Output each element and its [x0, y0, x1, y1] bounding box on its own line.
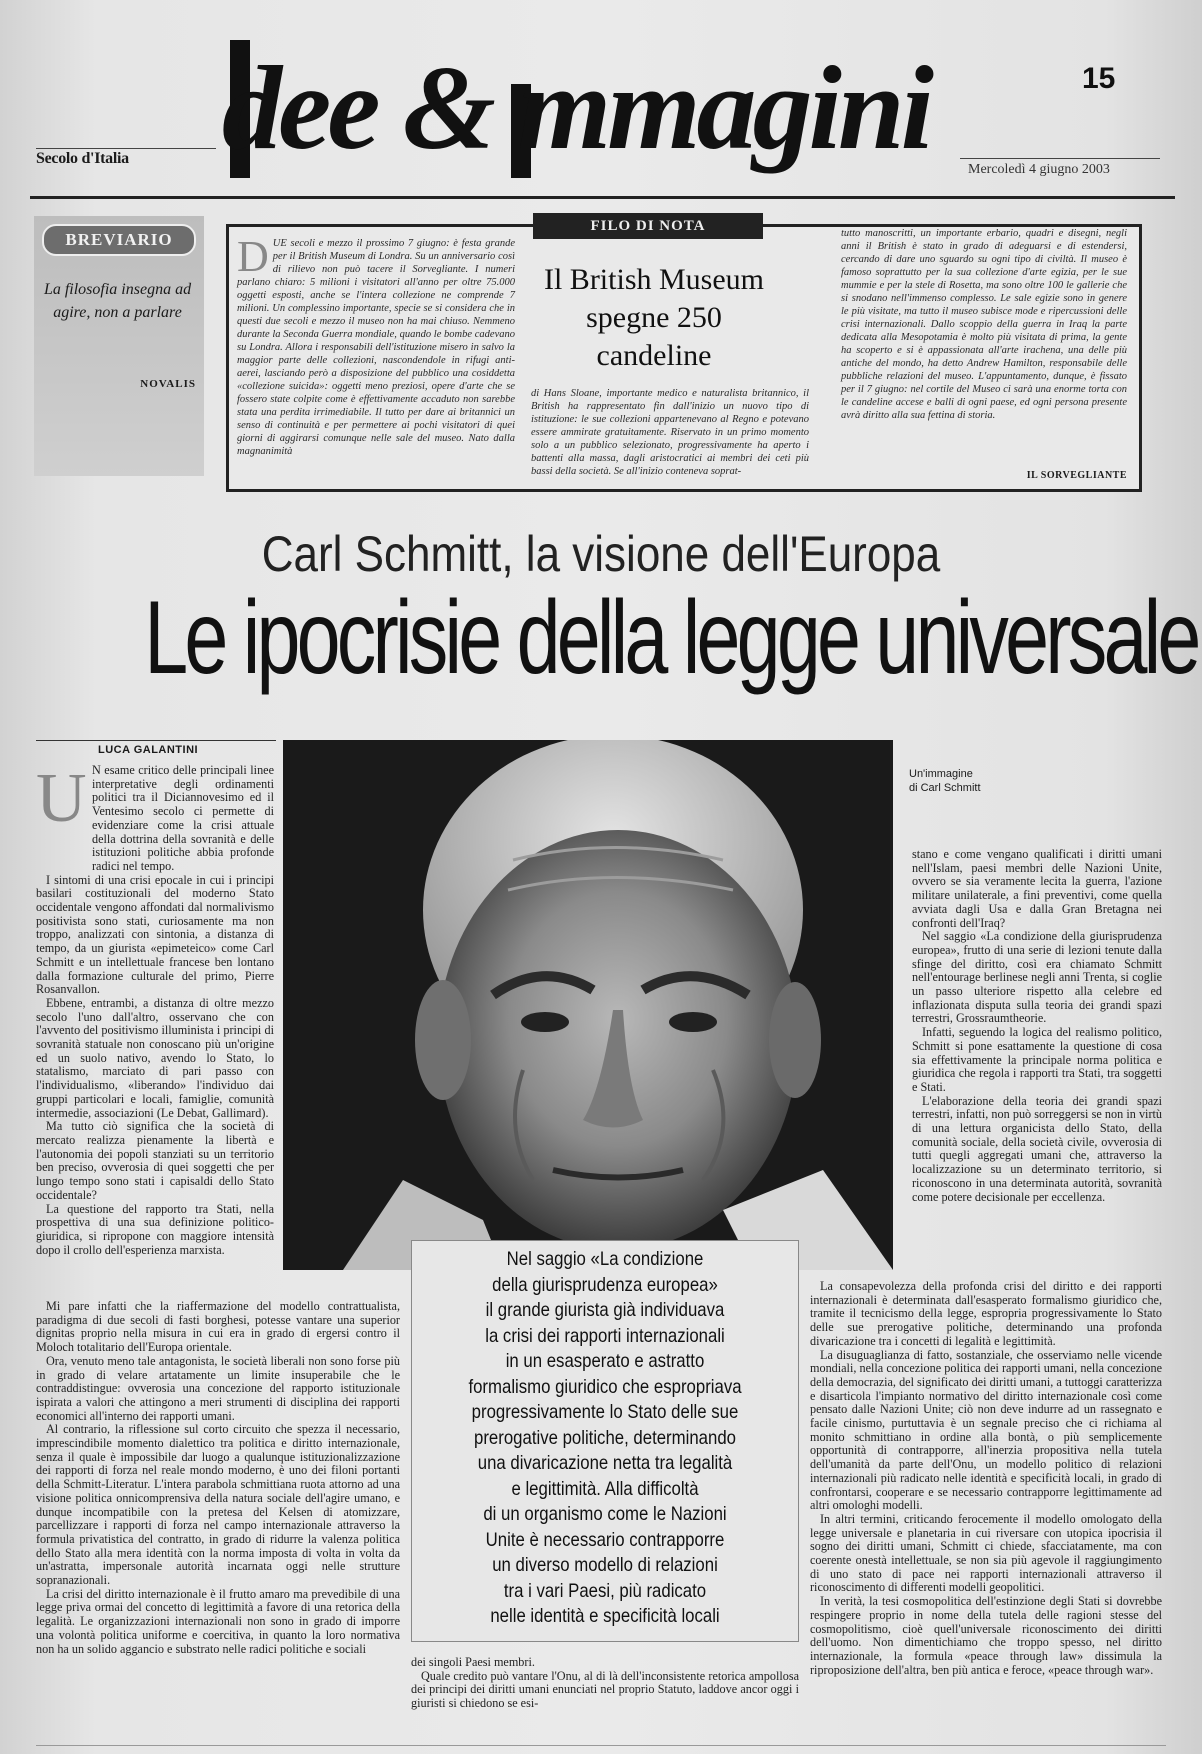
filo-di-nota-box: [226, 218, 1142, 492]
breviario-label: BREVIARIO: [42, 224, 196, 256]
pull-quote-line: prerogative politiche, determinando: [474, 1426, 736, 1449]
nota-column-3: tutto manoscritti, un importante erbario, quadri e disegni, negli anni il British è stato in grado di adeguarsi e di estendersi, cercando di dare uno sguardo su ogni tipo di civiltà. Il museo è famoso soprattutto per la sua collezione d'arte egizia, per le sue mummie e per la stele di Rosetta, ma sono oltre 100 le gallerie che si snodano nell'immenso complesso. Le sale egizie sono in genere le più visitate, ma tutto il museo subisce mode e ripercussioni delle crisi internazionali. Dallo scoppio della guerra in Iraq la parte dedicata alla Mesopotamia è molto più visitata di prima, la gente ha scoperto e si è appassionata all'arte irachena, una delle più antiche del mondo, ha detto Andrew Hamilton, responsabile delle pubbliche relazioni del museo. L'appuntamento, dunque, è fissato per il 7 giugno: nel cortile del Museo ci sarà una enorme torta con le candeline accese e balli di ogni paese, ed ogni persona presente avrà diritto alla sua fettina di storia.: [841, 228, 1127, 421]
nota-signature: IL SORVEGLIANTE: [1026, 470, 1127, 481]
article-author: LUCA GALANTINI: [98, 744, 199, 756]
article-column-1: N esame critico delle principali linee interpretative degli ordinamenti politici tra il Diciannovesimo ed il Ventesimo secolo ci permette di evidenziare come la crisi attuale della dottrina della sovranità e delle istituzioni politiche abbia profonde radici nel tempo. I sintomi di una crisi epocale in cui i principi basilari costituzionali del moderno Stato occidentale vengono affondati dal normalivismo positivista sono stati, curiosamente ma non troppo, analizzati con sintonia, a distanza di tempo, da un giurista «epimeteico» come Carl Schmitt e un intellettuale francese ben lontano dalla formazione culturale del primo, Pierre Rosanvallon. Ebbene, entrambi, a distanza di oltre mezzo secolo l'uno dall'altro, osservano che con l'avvento del positivismo illuminista i principi di sovranità statuale non conoscano più un'origine ed un suolo nativo, avendo lo Stato, lo statalismo, marciato di pari passo con l'individualismo, «liberando» l'individuo dai gruppi particolari e locali, famiglie, comunità intermedie, associazioni (Le Debat, Gallimard). Ma tutto ciò significa che la società di mercato realizza pienamente la libertà e l'autonomia dei popoli stanziati su un territorio ben preciso, ovverosia di quei soggetti che per lungo tempo sono stati i capisaldi dello Stato occidentale? La questione del rapporto tra Stati, nella prospettiva di una sua definizione politico-giuridica, si ripropone con maggiore intensità dopo il crollo dell'esperienza marxista.: [36, 764, 274, 1257]
pull-quote-line: di un organismo come le Nazioni: [483, 1503, 727, 1525]
article-kicker: Carl Schmitt, la visione dell'Europa: [261, 526, 941, 582]
pull-quote-line: un diverso modello di relazioni: [492, 1554, 718, 1576]
pull-quote-line: Unite è necessario contrapporre: [485, 1528, 725, 1551]
pull-quote-line: formalismo giuridico che espropriava: [468, 1375, 742, 1398]
photo-caption: Un'immagine di Carl Schmitt: [909, 768, 981, 794]
newspaper-name: Secolo d'Italia: [36, 150, 129, 167]
pull-quote-line: il grande giurista già individuava: [485, 1299, 725, 1321]
article-column-3: stano e come vengano qualificati i diritti umani nell'Islam, paesi membri delle Nazioni Unite, ovvero se sia veramente lecita la guerra, l'azione militare unilaterale, a fini preventivi, come quella avviata dagli Usa e dalla Gran Bretagna nei confronti dell'Iraq? Nel saggio «La condizione della giurisprudenza europea», frutto di una serie di lezioni tenute dalla sfinge del diritto, così era chiamato Schmitt nell'entourage berlinese negli anni Trenta, si coglie un passo ulteriore rispetto alla celebre ed inflazionata disputa sulla teoria dei grandi spazi terrestri, Grossraumtheorie. Infatti, seguendo la logica del realismo politico, Schmitt si pone esattamente la questione di cosa sia effettivamente la principale norma politica e giuridica che regola i rapporti tra Stati, tra soggetti e Stati. L'elaborazione della teoria dei grandi spazi terrestri, infatti, non può sorreggersi se non in virtù di una lettura organicista dello Stato, della comunità sociale, della società civile, ovverosia di tutti quegli aggregati umani che, attraverso la localizzazione su un determinato territorio, si riconoscono in una determinata autorità, sovranità come potere decisionale per eccellenza.: [912, 848, 1162, 1204]
pull-quote-line: progressivamente lo Stato delle sue: [471, 1401, 739, 1423]
article-column-2: dei singoli Paesi membri. Quale credito può vantare l'Onu, al di là dell'inconsistente retorica ampollosa dei principi dei diritti umani enunciati nel proprio Statuto, laddove ancor oggi i giuristi si chiedono se esi-: [411, 1656, 799, 1711]
page-number: 15: [1082, 62, 1116, 95]
pull-quote-line: in un esasperato e astratto: [505, 1350, 705, 1372]
article-headline: Le ipocrisie della legge universale: [144, 580, 1198, 696]
header-rule: [30, 196, 1175, 199]
pull-quote-line: della giurisprudenza europea»: [492, 1273, 718, 1296]
footer-rule: [36, 1745, 1166, 1746]
article-column-3-lower: La consapevolezza della profonda crisi del diritto e dei rapporti internazionali è determinata dall'esasperato formalismo giuridico che, tramite il tecnicismo della legge, espropria progressivamente lo Stato delle sue prerogative politiche, determinando una profonda divaricazione tra i concetti di legalità e legittimità. La disuguaglianza di fatto, sostanziale, che osserviamo nelle vicende mondiali, nella concezione politica dei rapporti umani, nella concezione della democrazia, del significato dei diritti umani, a tuttoggi caratterizza e disarticola l'impianto normativo del diritto internazionale così come pensato dalle Nazioni Unite; ciò non deve indurre ad un rassegnato e facile cinismo, purtuttavia è un segnale preciso che ci richiama al monito schmittiano in ordine alla bontà, o più semplicemente opportunità di contrapporre, all'inerzia propositiva nella tutela dell'umanità da parte dell'Onu, un modello politico di relazioni internazionali più radicato nelle identità e specificità locali, in grado di confrontarsi, cooperare e se necessario contrapporre legittimamente ad altri omologhi modelli. In altri termini, criticando ferocemente il modello omologato della legge universale e planetaria in cui riversare con utopica ipocrisia il sogno dei diritti umani, Schmitt ci chiede, sfacciatamente, ma con coerente onestà intellettuale, se non sia più agevole il raggiungimento di uno stato di pace nei rapporti internazionali attraverso il riconoscimento di differenti modelli geopolitici. In verità, la tesi cosmopolitica dell'estinzione degli Stati si dovrebbe respingere proprio in nome della tutela delle ragioni stesse del cosmopolitismo, cioè quell'universale riconoscimento dei diritti dell'uomo. Non dimentichiamo che troppo spesso, nel diritto internazionale, la formula «peace through law» dissimula la riproposizione dell'altra, ben più antica e feroce, «peace through war».: [810, 1280, 1162, 1677]
date-rule: [960, 158, 1160, 159]
pull-quote: [411, 1240, 799, 1642]
pull-quote-line: e legittimità. Alla difficoltà: [511, 1477, 699, 1500]
section-title: dee & mmagini: [222, 41, 930, 174]
portrait-illustration: [283, 740, 893, 1270]
dropcap-u: U: [36, 760, 87, 837]
nota-headline: Il British Museum spegne 250 candeline: [543, 263, 764, 372]
pull-quote-line: tra i vari Paesi, più radicato: [503, 1579, 707, 1602]
author-rule: [36, 740, 276, 741]
dropcap-d: D: [237, 232, 269, 281]
breviario-quote: La filosofia insegna ad agire, non a parlare: [43, 281, 192, 321]
article-column-1-lower: Mi pare infatti che la riaffermazione del modello contrattualista, paradigma di due secoli di fasti borghesi, potesse vantare una superior dignitas proprio nella misura in cui era in grado di ergersi contro il Moloch totalitario dell'Europa orientale. Ora, venuto meno tale antagonista, le società liberali non sono forse più in grado di velare artatamente un limite insuperabile che le contraddistingue: ovverosia una concezione del rapporto istituzionale ispirata a valori che attingono a meri strumenti di disciplina dei rapporti economici all'interno dei rapporti umani. Al contrario, la riflessione sul corto circuito che spezza il necessario, imprescindibile momento dialettico tra politica e diritto internazionale, senza il quale è impossibile dar luogo a qualunque istituzionalizzazione dei rapporti di forza nel reale mondo moderno, è uno dei filoni portanti della Schmitt-Literatur. L'intera parabola schmittiana ruota attorno ad una visione politica onnicomprensiva della natura sociale dell'agire umano, e dunque incompatibile con la pretesa del Kelsen di atomizzare, parcellizzare i rapporti di forza nel campo internazionale attraverso la formula privatistica del contratto, in grado di ridurre la valenza politica dello Stato alla mera identità con la norma imposta di volta in volta da un'astratta, impersonale autorità incarnata oggi nelle strutture sopranazionali. La crisi del diritto internazionale è il frutto amaro ma prevedibile di una legge priva ormai del concetto di legittimità a favore di una retorica della legalità. Le organizzazioni internazionali non sono in grado di imporre una volontà politica uniforme e coercitiva, in quanto la loro normativa non ha un solido aggancio e substrato nelle radici politiche e sociali: [36, 1300, 400, 1656]
pull-quote-line: la crisi dei rapporti internazionali: [485, 1324, 725, 1347]
nota-column-2: di Hans Sloane, importante medico e naturalista britannico, il British ha rappresentato fin dall'inizio un nuovo tipo di istituzione: le sue collezioni appartenevano al Regno e potevano essere ammirate gratuitamente. Riservato in un primo momento solo a un pubblico selezionato, progressivamente ha aperto i battenti alla massa, dagli aristocratici ai membri dei ceti più bassi della società. Se all'inizio conteneva soprat-: [531, 388, 809, 477]
masthead-rule: [36, 148, 216, 149]
pull-quote-line: Nel saggio «La condizione: [506, 1248, 704, 1270]
carl-schmitt-photo: [283, 740, 893, 1270]
pull-quote-line: una divaricazione netta tra legalità: [477, 1452, 733, 1474]
filo-di-nota-label: FILO DI NOTA: [533, 213, 763, 239]
pull-quote-line: nelle identità e specificità locali: [490, 1605, 720, 1627]
breviario-box: [34, 216, 204, 476]
nota-column-1: DUE secoli e mezzo il prossimo 7 giugno: è festa grande per il British Museum di Londra. Su un anniversario così di rilievo non può tacere il Sorvegliante. I numeri parlano chiaro: 5 milioni i visitatori all'anno per oltre 75.000 oggetti esposti, anche se l'intera collezione ne comprende 7 milioni. Un complessino importante, specie se si considera che in questi due secoli e mezzo il museo non ha mai chiuso. Nemmeno durante la Seconda Guerra mondiale, quando le bombe cadevano su Londra. Allora i responsabili dell'istituzione misero in salvo la maggior parte delle collezioni, nascondendole in rifugi anti-aerei, lasciando però a disposizione del pubblico una cosiddetta «collezione suicida»: oggetti meno preziosi, opere d'arte che se fossero state colpite come è effettivamente accaduto non sarebbe stata una perdita irrimediabile. Il tutto per dare ai britannici un senso di continuità e per permettere ai pochi visitatori di quei giorni di aggirarsi comunque nelle sale del museo. Nato dalla magnanimità: [237, 232, 515, 457]
issue-date: Mercoledì 4 giugno 2003: [968, 162, 1110, 177]
breviario-author: NOVALIS: [140, 378, 196, 390]
